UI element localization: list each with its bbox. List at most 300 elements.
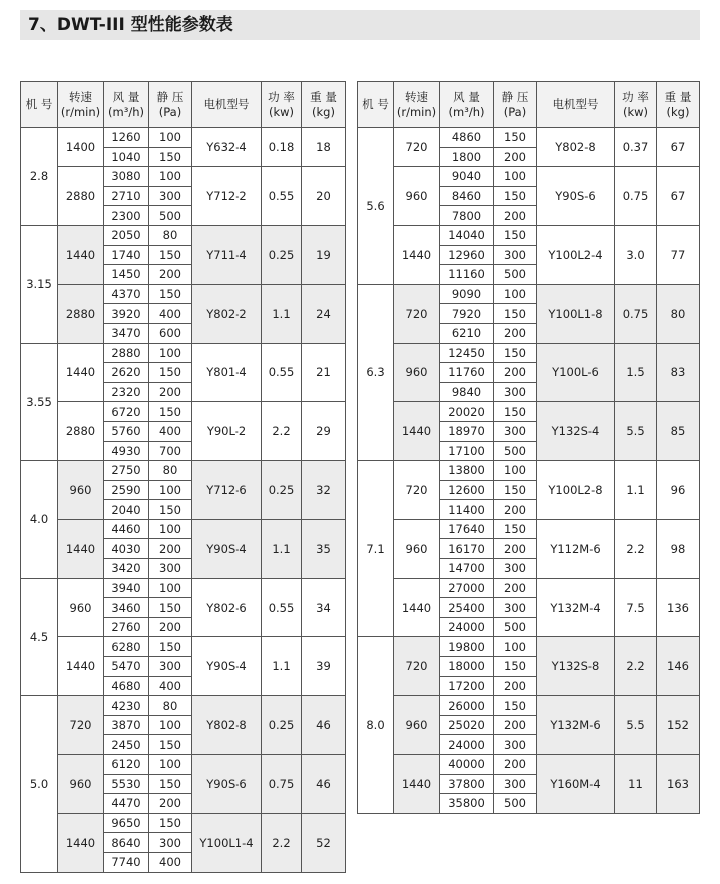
flow-cell: 1450 [104, 265, 149, 285]
flow-cell: 17100 [440, 441, 494, 461]
weight-cell: 67 [657, 128, 700, 167]
table-row [21, 637, 346, 657]
motor-cell: Y100L2-8 [537, 461, 615, 520]
motor-cell: Y132S-8 [537, 637, 615, 696]
power-cell: 0.75 [615, 284, 657, 343]
speed-cell: 1440 [394, 402, 440, 461]
flow-cell: 4230 [104, 696, 149, 716]
table-row [21, 578, 346, 598]
weight-cell: 46 [302, 755, 346, 814]
table-row [358, 578, 700, 598]
pressure-cell: 200 [494, 715, 537, 735]
weight-cell: 34 [302, 578, 346, 637]
pressure-cell: 500 [494, 617, 537, 637]
flow-cell: 12600 [440, 480, 494, 500]
flow-cell: 4860 [440, 128, 494, 148]
motor-cell: Y132M-4 [537, 578, 615, 637]
table-row [358, 519, 700, 539]
pressure-cell: 100 [149, 167, 192, 187]
pressure-cell: 200 [494, 363, 537, 383]
table-row [21, 696, 346, 716]
power-cell: 2.2 [262, 402, 302, 461]
motor-cell: Y132S-4 [537, 402, 615, 461]
flow-cell: 11400 [440, 500, 494, 520]
flow-cell: 7740 [104, 852, 149, 872]
pressure-cell: 300 [494, 559, 537, 579]
table-body-left [21, 128, 346, 873]
power-cell: 0.75 [262, 755, 302, 814]
flow-cell: 17640 [440, 519, 494, 539]
power-cell: 0.55 [262, 343, 302, 402]
pressure-cell: 400 [149, 852, 192, 872]
flow-cell: 24000 [440, 735, 494, 755]
table-row [21, 128, 346, 148]
motor-cell: Y802-6 [192, 578, 262, 637]
weight-cell: 29 [302, 402, 346, 461]
flow-cell: 16170 [440, 539, 494, 559]
pressure-cell: 100 [149, 519, 192, 539]
flow-cell: 35800 [440, 794, 494, 814]
pressure-cell: 80 [149, 461, 192, 481]
model-cell: 3.55 [21, 343, 58, 461]
motor-cell: Y90L-2 [192, 402, 262, 461]
model-cell: 6.3 [358, 284, 394, 460]
weight-cell: 96 [657, 461, 700, 520]
weight-cell: 163 [657, 755, 700, 814]
weight-cell: 24 [302, 284, 346, 343]
speed-cell: 2880 [58, 402, 104, 461]
speed-cell: 1440 [58, 519, 104, 578]
flow-cell: 5530 [104, 774, 149, 794]
flow-cell: 11160 [440, 265, 494, 285]
model-cell: 2.8 [21, 128, 58, 226]
table-body-right [358, 128, 700, 814]
pressure-cell: 150 [149, 363, 192, 383]
header-model: 机 号 [358, 82, 394, 128]
pressure-cell: 100 [494, 167, 537, 187]
pressure-cell: 200 [494, 500, 537, 520]
flow-cell: 4030 [104, 539, 149, 559]
pressure-cell: 150 [149, 500, 192, 520]
power-cell: 0.55 [262, 167, 302, 226]
weight-cell: 35 [302, 519, 346, 578]
pressure-cell: 100 [494, 461, 537, 481]
weight-cell: 152 [657, 696, 700, 755]
table-row [21, 755, 346, 775]
weight-cell: 18 [302, 128, 346, 167]
flow-cell: 24000 [440, 617, 494, 637]
pressure-cell: 200 [494, 676, 537, 696]
motor-cell: Y802-8 [537, 128, 615, 167]
power-cell: 1.1 [615, 461, 657, 520]
header-motor: 电机型号 [537, 82, 615, 128]
power-cell: 5.5 [615, 696, 657, 755]
header-weight: 重 量 (kg) [657, 82, 700, 128]
table-row [21, 402, 346, 422]
pressure-cell: 150 [494, 128, 537, 148]
weight-cell: 146 [657, 637, 700, 696]
table-row [358, 461, 700, 481]
flow-cell: 8460 [440, 186, 494, 206]
weight-cell: 39 [302, 637, 346, 696]
performance-table-left [20, 81, 346, 873]
speed-cell: 1440 [58, 343, 104, 402]
flow-cell: 40000 [440, 755, 494, 775]
flow-cell: 2590 [104, 480, 149, 500]
flow-cell: 37800 [440, 774, 494, 794]
speed-cell: 1400 [58, 128, 104, 167]
pressure-cell: 150 [149, 402, 192, 422]
page-title: 7、DWT-III 型性能参数表 [20, 10, 700, 40]
pressure-cell: 150 [494, 186, 537, 206]
power-cell: 2.2 [615, 637, 657, 696]
speed-cell: 1440 [58, 225, 104, 284]
pressure-cell: 200 [494, 539, 537, 559]
model-cell: 5.0 [21, 696, 58, 872]
pressure-cell: 150 [494, 304, 537, 324]
speed-cell: 1440 [394, 225, 440, 284]
weight-cell: 85 [657, 402, 700, 461]
pressure-cell: 200 [149, 617, 192, 637]
flow-cell: 7800 [440, 206, 494, 226]
flow-cell: 4370 [104, 284, 149, 304]
motor-cell: Y100L1-4 [192, 813, 262, 872]
motor-cell: Y90S-4 [192, 519, 262, 578]
motor-cell: Y801-4 [192, 343, 262, 402]
speed-cell: 1440 [58, 813, 104, 872]
pressure-cell: 100 [149, 480, 192, 500]
weight-cell: 80 [657, 284, 700, 343]
flow-cell: 9040 [440, 167, 494, 187]
pressure-cell: 200 [494, 147, 537, 167]
motor-cell: Y90S-6 [192, 755, 262, 814]
weight-cell: 83 [657, 343, 700, 402]
motor-cell: Y711-4 [192, 225, 262, 284]
flow-cell: 3920 [104, 304, 149, 324]
power-cell: 0.37 [615, 128, 657, 167]
table-header-row [358, 82, 700, 128]
pressure-cell: 100 [149, 755, 192, 775]
motor-cell: Y100L-6 [537, 343, 615, 402]
flow-cell: 4460 [104, 519, 149, 539]
flow-cell: 1740 [104, 245, 149, 265]
flow-cell: 8640 [104, 833, 149, 853]
flow-cell: 2880 [104, 343, 149, 363]
pressure-cell: 300 [494, 774, 537, 794]
table-row [21, 461, 346, 481]
flow-cell: 2320 [104, 382, 149, 402]
motor-cell: Y712-6 [192, 461, 262, 520]
speed-cell: 960 [394, 696, 440, 755]
pressure-cell: 200 [149, 382, 192, 402]
speed-cell: 2880 [58, 284, 104, 343]
flow-cell: 2710 [104, 186, 149, 206]
pressure-cell: 700 [149, 441, 192, 461]
header-speed: 转速 (r/min) [58, 82, 104, 128]
flow-cell: 13800 [440, 461, 494, 481]
pressure-cell: 500 [494, 441, 537, 461]
speed-cell: 720 [394, 637, 440, 696]
pressure-cell: 150 [149, 598, 192, 618]
pressure-cell: 300 [494, 421, 537, 441]
table-row [358, 343, 700, 363]
pressure-cell: 300 [494, 382, 537, 402]
flow-cell: 3080 [104, 167, 149, 187]
motor-cell: Y132M-6 [537, 696, 615, 755]
motor-cell: Y802-8 [192, 696, 262, 755]
power-cell: 1.1 [262, 637, 302, 696]
flow-cell: 4680 [104, 676, 149, 696]
model-cell: 7.1 [358, 461, 394, 637]
pressure-cell: 300 [494, 735, 537, 755]
pressure-cell: 200 [494, 755, 537, 775]
power-cell: 0.25 [262, 461, 302, 520]
pressure-cell: 400 [149, 421, 192, 441]
table-row [358, 167, 700, 187]
flow-cell: 26000 [440, 696, 494, 716]
table-row [21, 519, 346, 539]
pressure-cell: 200 [494, 206, 537, 226]
power-cell: 1.1 [262, 519, 302, 578]
pressure-cell: 300 [149, 559, 192, 579]
speed-cell: 960 [58, 755, 104, 814]
power-cell: 0.18 [262, 128, 302, 167]
flow-cell: 11760 [440, 363, 494, 383]
table-row [358, 402, 700, 422]
header-power: 功 率 (kw) [262, 82, 302, 128]
power-cell: 0.25 [262, 225, 302, 284]
header-model: 机 号 [21, 82, 58, 128]
pressure-cell: 150 [494, 696, 537, 716]
pressure-cell: 150 [494, 402, 537, 422]
flow-cell: 27000 [440, 578, 494, 598]
flow-cell: 2760 [104, 617, 149, 637]
table-row [358, 128, 700, 148]
motor-cell: Y100L1-8 [537, 284, 615, 343]
model-cell: 4.5 [21, 578, 58, 696]
pressure-cell: 200 [149, 794, 192, 814]
model-cell: 8.0 [358, 637, 394, 813]
motor-cell: Y802-2 [192, 284, 262, 343]
flow-cell: 3470 [104, 323, 149, 343]
flow-cell: 2620 [104, 363, 149, 383]
speed-cell: 2880 [58, 167, 104, 226]
motor-cell: Y712-2 [192, 167, 262, 226]
speed-cell: 720 [394, 284, 440, 343]
pressure-cell: 600 [149, 323, 192, 343]
pressure-cell: 150 [494, 225, 537, 245]
table-row [21, 167, 346, 187]
flow-cell: 25400 [440, 598, 494, 618]
table-row [358, 696, 700, 716]
pressure-cell: 100 [494, 637, 537, 657]
flow-cell: 9840 [440, 382, 494, 402]
flow-cell: 4930 [104, 441, 149, 461]
flow-cell: 18970 [440, 421, 494, 441]
pressure-cell: 400 [149, 676, 192, 696]
speed-cell: 720 [394, 128, 440, 167]
motor-cell: Y160M-4 [537, 755, 615, 814]
pressure-cell: 100 [149, 128, 192, 148]
speed-cell: 960 [394, 167, 440, 226]
flow-cell: 6210 [440, 323, 494, 343]
flow-cell: 4470 [104, 794, 149, 814]
table-row [21, 813, 346, 833]
flow-cell: 2040 [104, 500, 149, 520]
pressure-cell: 300 [149, 833, 192, 853]
power-cell: 1.5 [615, 343, 657, 402]
table-row [358, 225, 700, 245]
flow-cell: 2300 [104, 206, 149, 226]
pressure-cell: 100 [149, 578, 192, 598]
pressure-cell: 150 [149, 147, 192, 167]
model-cell: 3.15 [21, 225, 58, 343]
power-cell: 2.2 [615, 519, 657, 578]
flow-cell: 20020 [440, 402, 494, 422]
pressure-cell: 500 [149, 206, 192, 226]
pressure-cell: 300 [494, 598, 537, 618]
weight-cell: 32 [302, 461, 346, 520]
weight-cell: 52 [302, 813, 346, 872]
pressure-cell: 300 [149, 657, 192, 677]
pressure-cell: 150 [149, 813, 192, 833]
pressure-cell: 150 [149, 774, 192, 794]
flow-cell: 17200 [440, 676, 494, 696]
header-pressure: 静 压 (Pa) [149, 82, 192, 128]
power-cell: 0.75 [615, 167, 657, 226]
flow-cell: 12450 [440, 343, 494, 363]
speed-cell: 960 [394, 343, 440, 402]
flow-cell: 3870 [104, 715, 149, 735]
power-cell: 2.2 [262, 813, 302, 872]
motor-cell: Y90S-4 [192, 637, 262, 696]
power-cell: 1.1 [262, 284, 302, 343]
header-motor: 电机型号 [192, 82, 262, 128]
weight-cell: 21 [302, 343, 346, 402]
flow-cell: 2750 [104, 461, 149, 481]
flow-cell: 3460 [104, 598, 149, 618]
pressure-cell: 150 [149, 284, 192, 304]
pressure-cell: 150 [494, 480, 537, 500]
pressure-cell: 400 [149, 304, 192, 324]
pressure-cell: 200 [494, 578, 537, 598]
weight-cell: 98 [657, 519, 700, 578]
power-cell: 3.0 [615, 225, 657, 284]
motor-cell: Y100L2-4 [537, 225, 615, 284]
motor-cell: Y632-4 [192, 128, 262, 167]
motor-cell: Y112M-6 [537, 519, 615, 578]
speed-cell: 1440 [394, 755, 440, 814]
weight-cell: 20 [302, 167, 346, 226]
table-row [21, 343, 346, 363]
flow-cell: 1800 [440, 147, 494, 167]
flow-cell: 6120 [104, 755, 149, 775]
table-header-row [21, 82, 346, 128]
pressure-cell: 80 [149, 696, 192, 716]
flow-cell: 1260 [104, 128, 149, 148]
pressure-cell: 150 [149, 637, 192, 657]
header-power: 功 率 (kw) [615, 82, 657, 128]
pressure-cell: 300 [149, 186, 192, 206]
header-speed: 转速 (r/min) [394, 82, 440, 128]
flow-cell: 9650 [104, 813, 149, 833]
flow-cell: 2050 [104, 225, 149, 245]
performance-table-right [357, 81, 700, 814]
model-cell: 4.0 [21, 461, 58, 579]
pressure-cell: 100 [494, 284, 537, 304]
pressure-cell: 200 [494, 323, 537, 343]
flow-cell: 12960 [440, 245, 494, 265]
flow-cell: 3940 [104, 578, 149, 598]
header-pressure: 静 压 (Pa) [494, 82, 537, 128]
table-row [21, 284, 346, 304]
flow-cell: 7920 [440, 304, 494, 324]
speed-cell: 960 [394, 519, 440, 578]
power-cell: 5.5 [615, 402, 657, 461]
speed-cell: 720 [58, 696, 104, 755]
speed-cell: 720 [394, 461, 440, 520]
pressure-cell: 150 [494, 519, 537, 539]
power-cell: 0.25 [262, 696, 302, 755]
speed-cell: 1440 [394, 578, 440, 637]
flow-cell: 18000 [440, 657, 494, 677]
pressure-cell: 200 [149, 539, 192, 559]
weight-cell: 19 [302, 225, 346, 284]
flow-cell: 6280 [104, 637, 149, 657]
table-row [358, 755, 700, 775]
table-row [358, 284, 700, 304]
table-row [358, 637, 700, 657]
motor-cell: Y90S-6 [537, 167, 615, 226]
speed-cell: 960 [58, 461, 104, 520]
flow-cell: 25020 [440, 715, 494, 735]
speed-cell: 1440 [58, 637, 104, 696]
pressure-cell: 80 [149, 225, 192, 245]
pressure-cell: 150 [149, 735, 192, 755]
header-flow: 风 量 (m³/h) [440, 82, 494, 128]
flow-cell: 5760 [104, 421, 149, 441]
flow-cell: 6720 [104, 402, 149, 422]
pressure-cell: 500 [494, 265, 537, 285]
pressure-cell: 300 [494, 245, 537, 265]
pressure-cell: 100 [149, 715, 192, 735]
model-cell: 5.6 [358, 128, 394, 285]
weight-cell: 46 [302, 696, 346, 755]
pressure-cell: 150 [149, 245, 192, 265]
flow-cell: 14700 [440, 559, 494, 579]
pressure-cell: 500 [494, 794, 537, 814]
pressure-cell: 100 [149, 343, 192, 363]
weight-cell: 136 [657, 578, 700, 637]
header-weight: 重 量 (kg) [302, 82, 346, 128]
flow-cell: 19800 [440, 637, 494, 657]
speed-cell: 960 [58, 578, 104, 637]
flow-cell: 3420 [104, 559, 149, 579]
flow-cell: 5470 [104, 657, 149, 677]
pressure-cell: 150 [494, 657, 537, 677]
power-cell: 7.5 [615, 578, 657, 637]
weight-cell: 67 [657, 167, 700, 226]
flow-cell: 14040 [440, 225, 494, 245]
weight-cell: 77 [657, 225, 700, 284]
flow-cell: 2450 [104, 735, 149, 755]
header-flow: 风 量 (m³/h) [104, 82, 149, 128]
power-cell: 11 [615, 755, 657, 814]
flow-cell: 9090 [440, 284, 494, 304]
pressure-cell: 200 [149, 265, 192, 285]
power-cell: 0.55 [262, 578, 302, 637]
table-row [21, 225, 346, 245]
